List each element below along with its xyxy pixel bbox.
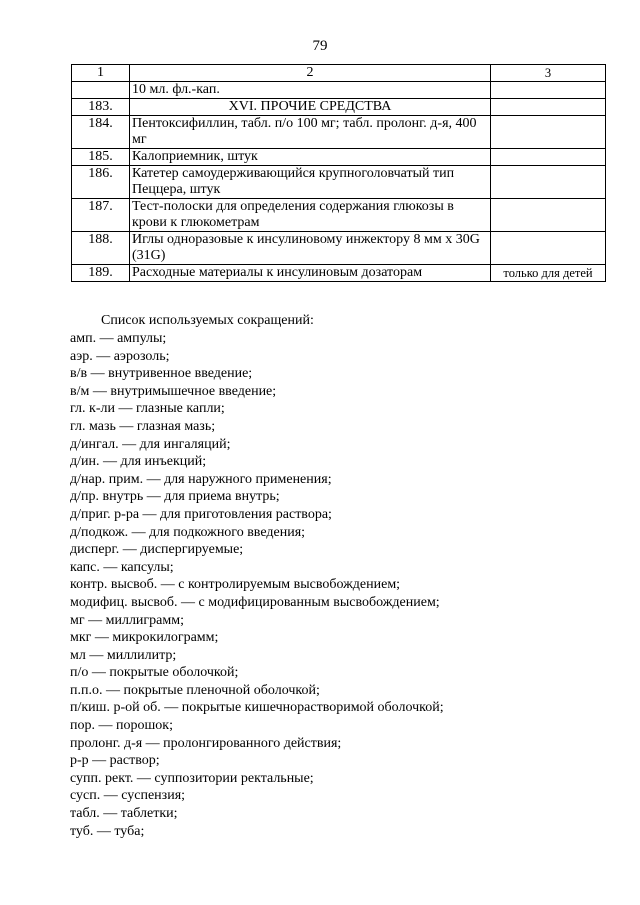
page-number: 79 xyxy=(312,38,328,54)
row-note xyxy=(491,116,606,149)
abbreviation-item: д/ин. — для инъекций; xyxy=(70,454,207,470)
abbreviations-title: Список используемых сокращений: xyxy=(101,313,314,328)
row-number: 187. xyxy=(72,199,130,232)
abbreviation-item: р-р — раствор; xyxy=(70,753,160,769)
abbreviation-item: п.п.о. — покрытые пленочной оболочкой; xyxy=(70,682,320,698)
row-description: Иглы одноразовые к инсулиновому инжектору 8 мм х 30G (31G) xyxy=(130,232,491,265)
abbreviation-item: гл. к-ли — глазные капли; xyxy=(70,401,225,417)
section-heading: XVI. ПРОЧИЕ СРЕДСТВА xyxy=(130,99,491,116)
abbreviation-item: в/в — внутривенное введение; xyxy=(70,366,253,382)
row-description: 10 мл. фл.-кап. xyxy=(130,82,491,99)
row-number xyxy=(72,82,130,99)
abbreviation-item: туб. — туба; xyxy=(70,823,145,839)
row-description: Расходные материалы к инсулиновым дозаторам xyxy=(130,265,491,282)
table-section-row xyxy=(72,99,606,116)
table-row xyxy=(72,149,606,166)
row-description: Тест-полоски для определения содержания глюкозы в крови к глюкометрам xyxy=(130,199,491,232)
row-note xyxy=(491,99,606,116)
column-header-3: 3 xyxy=(491,65,606,82)
row-number: 189. xyxy=(72,265,130,282)
abbreviation-item: п/о — покрытые оболочкой; xyxy=(70,665,239,681)
abbreviation-item: сусп. — суспензия; xyxy=(70,788,186,804)
row-description: Пентоксифиллин, табл. п/о 100 мг; табл. пролонг. д-я, 400 мг xyxy=(130,116,491,149)
abbreviation-item: аэр. — аэрозоль; xyxy=(70,348,170,364)
abbreviation-item: д/приг. р-ра — для приготовления раствора; xyxy=(70,506,332,522)
abbreviation-item: гл. мазь — глазная мазь; xyxy=(70,418,216,434)
abbreviations-section xyxy=(70,312,444,839)
row-note xyxy=(491,82,606,99)
abbreviation-item: д/ингал. — для ингаляций; xyxy=(70,436,231,452)
abbreviation-item: п/киш. р-ой об. — покрытые кишечнорастворимой оболочкой; xyxy=(70,700,444,716)
abbreviation-item: амп. — ампулы; xyxy=(70,331,167,346)
abbreviation-item: пор. — порошок; xyxy=(70,718,173,734)
abbreviation-item: контр. высвоб. — с контролируемым высвобождением; xyxy=(70,577,401,593)
abbreviation-item: табл. — таблетки; xyxy=(70,806,178,822)
row-note xyxy=(491,149,606,166)
abbreviation-item: супп. рект. — суппозитории ректальные; xyxy=(70,770,314,786)
row-note xyxy=(491,232,606,265)
row-number: 186. xyxy=(72,166,130,199)
table-row xyxy=(72,166,606,199)
table-row xyxy=(72,82,606,99)
row-note: только для детей xyxy=(491,265,606,282)
row-number: 185. xyxy=(72,149,130,166)
abbreviation-item: мкг — микрокилограмм; xyxy=(70,630,219,646)
abbreviation-item: в/м — внутримышечное введение; xyxy=(70,383,277,399)
column-header-2: 2 xyxy=(130,65,491,82)
row-number: 183. xyxy=(72,99,130,116)
abbreviation-item: дисперг. — диспергируемые; xyxy=(70,542,244,558)
row-description: Калоприемник, штук xyxy=(130,149,491,166)
row-note xyxy=(491,166,606,199)
table-header-row xyxy=(72,65,606,82)
row-number: 184. xyxy=(72,116,130,149)
abbreviation-item: капс. — капсулы; xyxy=(70,559,174,575)
column-header-1: 1 xyxy=(72,65,130,82)
row-number: 188. xyxy=(72,232,130,265)
row-note xyxy=(491,199,606,232)
abbreviation-item: мг — миллиграмм; xyxy=(70,612,184,628)
abbreviation-item: д/подкож. — для подкожного введения; xyxy=(70,524,306,540)
table-row xyxy=(72,265,606,282)
table-row xyxy=(72,116,606,149)
abbreviation-item: мл — миллилитр; xyxy=(70,647,177,663)
abbreviation-item: пролонг. д-я — пролонгированного действия; xyxy=(70,735,342,751)
abbreviation-item: д/пр. внутрь — для приема внутрь; xyxy=(70,489,280,505)
row-description: Катетер самоудерживающийся крупноголовчатый тип Пеццера, штук xyxy=(130,166,491,199)
abbreviations-list xyxy=(70,330,444,840)
medication-table xyxy=(71,64,606,282)
table-row xyxy=(72,232,606,265)
abbreviation-item: д/нар. прим. — для наружного применения; xyxy=(70,471,332,487)
table-row xyxy=(72,199,606,232)
abbreviation-item: модифиц. высвоб. — с модифицированным высвобождением; xyxy=(70,594,440,610)
